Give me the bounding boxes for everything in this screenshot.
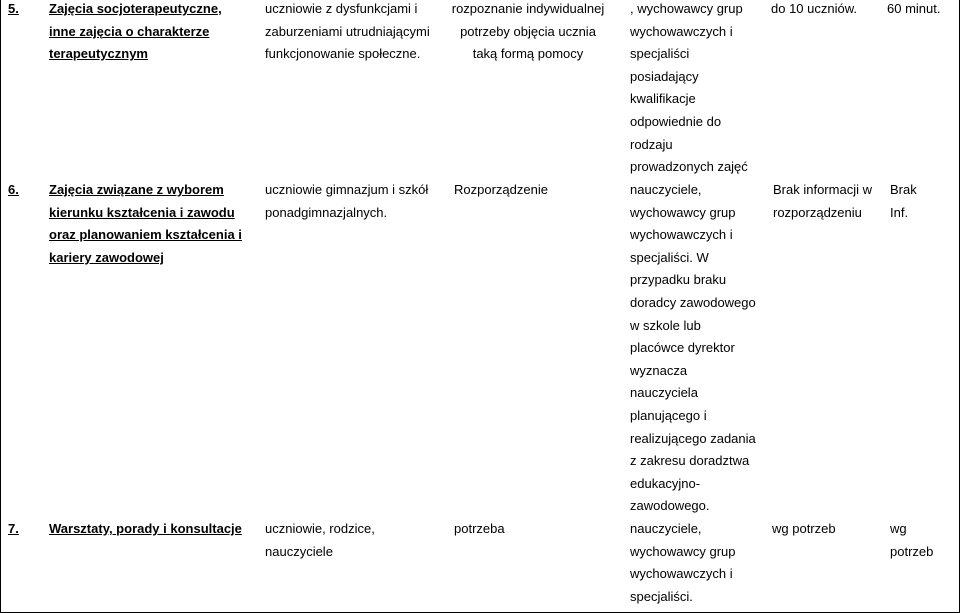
row-number: 6.: [8, 182, 19, 197]
group-size-cell: Brak informacji w rozporządzeniu: [773, 182, 872, 220]
basis-cell: rozpoznanie indywidualnej potrzeby objęcia ucznia taką formą pomocy: [451, 1, 605, 62]
group-size-cell: do 10 uczniów.: [771, 1, 858, 16]
basis-cell: Rozporządzenie: [454, 182, 548, 197]
duration-cell: Brak Inf.: [890, 182, 917, 220]
staff-cell: nauczyciele, wychowawcy grup wychowawczych i specjaliści. W przypadku braku doradcy zawodowego w szkole lub placówce dyrektor wyznacza nauczyciela planującego i realizującego zadania z zakresu doradztwa edukacyjno- zawodowego.: [630, 182, 756, 514]
recipients-cell: uczniowie, rodzice, nauczyciele: [265, 521, 375, 559]
duration-cell: wg potrzeb: [890, 521, 934, 559]
basis-cell: potrzeba: [454, 521, 505, 536]
row-number: 5.: [8, 1, 19, 16]
row-number: 7.: [8, 521, 19, 536]
form-name-cell: Warsztaty, porady i konsultacje: [49, 521, 242, 536]
form-name-cell: Zajęcia socjoterapeutyczne, inne zajęcia o charakterze terapeutycznym: [49, 1, 222, 62]
form-name-cell: Zajęcia związane z wyborem kierunku kształcenia i zawodu oraz planowaniem kształcenia i kariery zawodowej: [49, 182, 242, 265]
duration-cell: 60 minut.: [887, 1, 941, 16]
recipients-cell: uczniowie gimnazjum i szkół ponadgimnazjalnych.: [265, 182, 429, 220]
staff-cell: nauczyciele, wychowawcy grup wychowawczych i specjaliści.: [630, 521, 736, 604]
group-size-cell: wg potrzeb: [772, 521, 836, 536]
table-left-border: [0, 0, 1, 613]
recipients-cell: uczniowie z dysfunkcjami i zaburzeniami utrudniającymi funkcjonowanie społeczne.: [265, 1, 430, 62]
staff-cell: , wychowawcy grup wychowawczych i specjaliści posiadający kwalifikacje odpowiednie do rodzaju prowadzonych zajęć: [630, 1, 748, 175]
